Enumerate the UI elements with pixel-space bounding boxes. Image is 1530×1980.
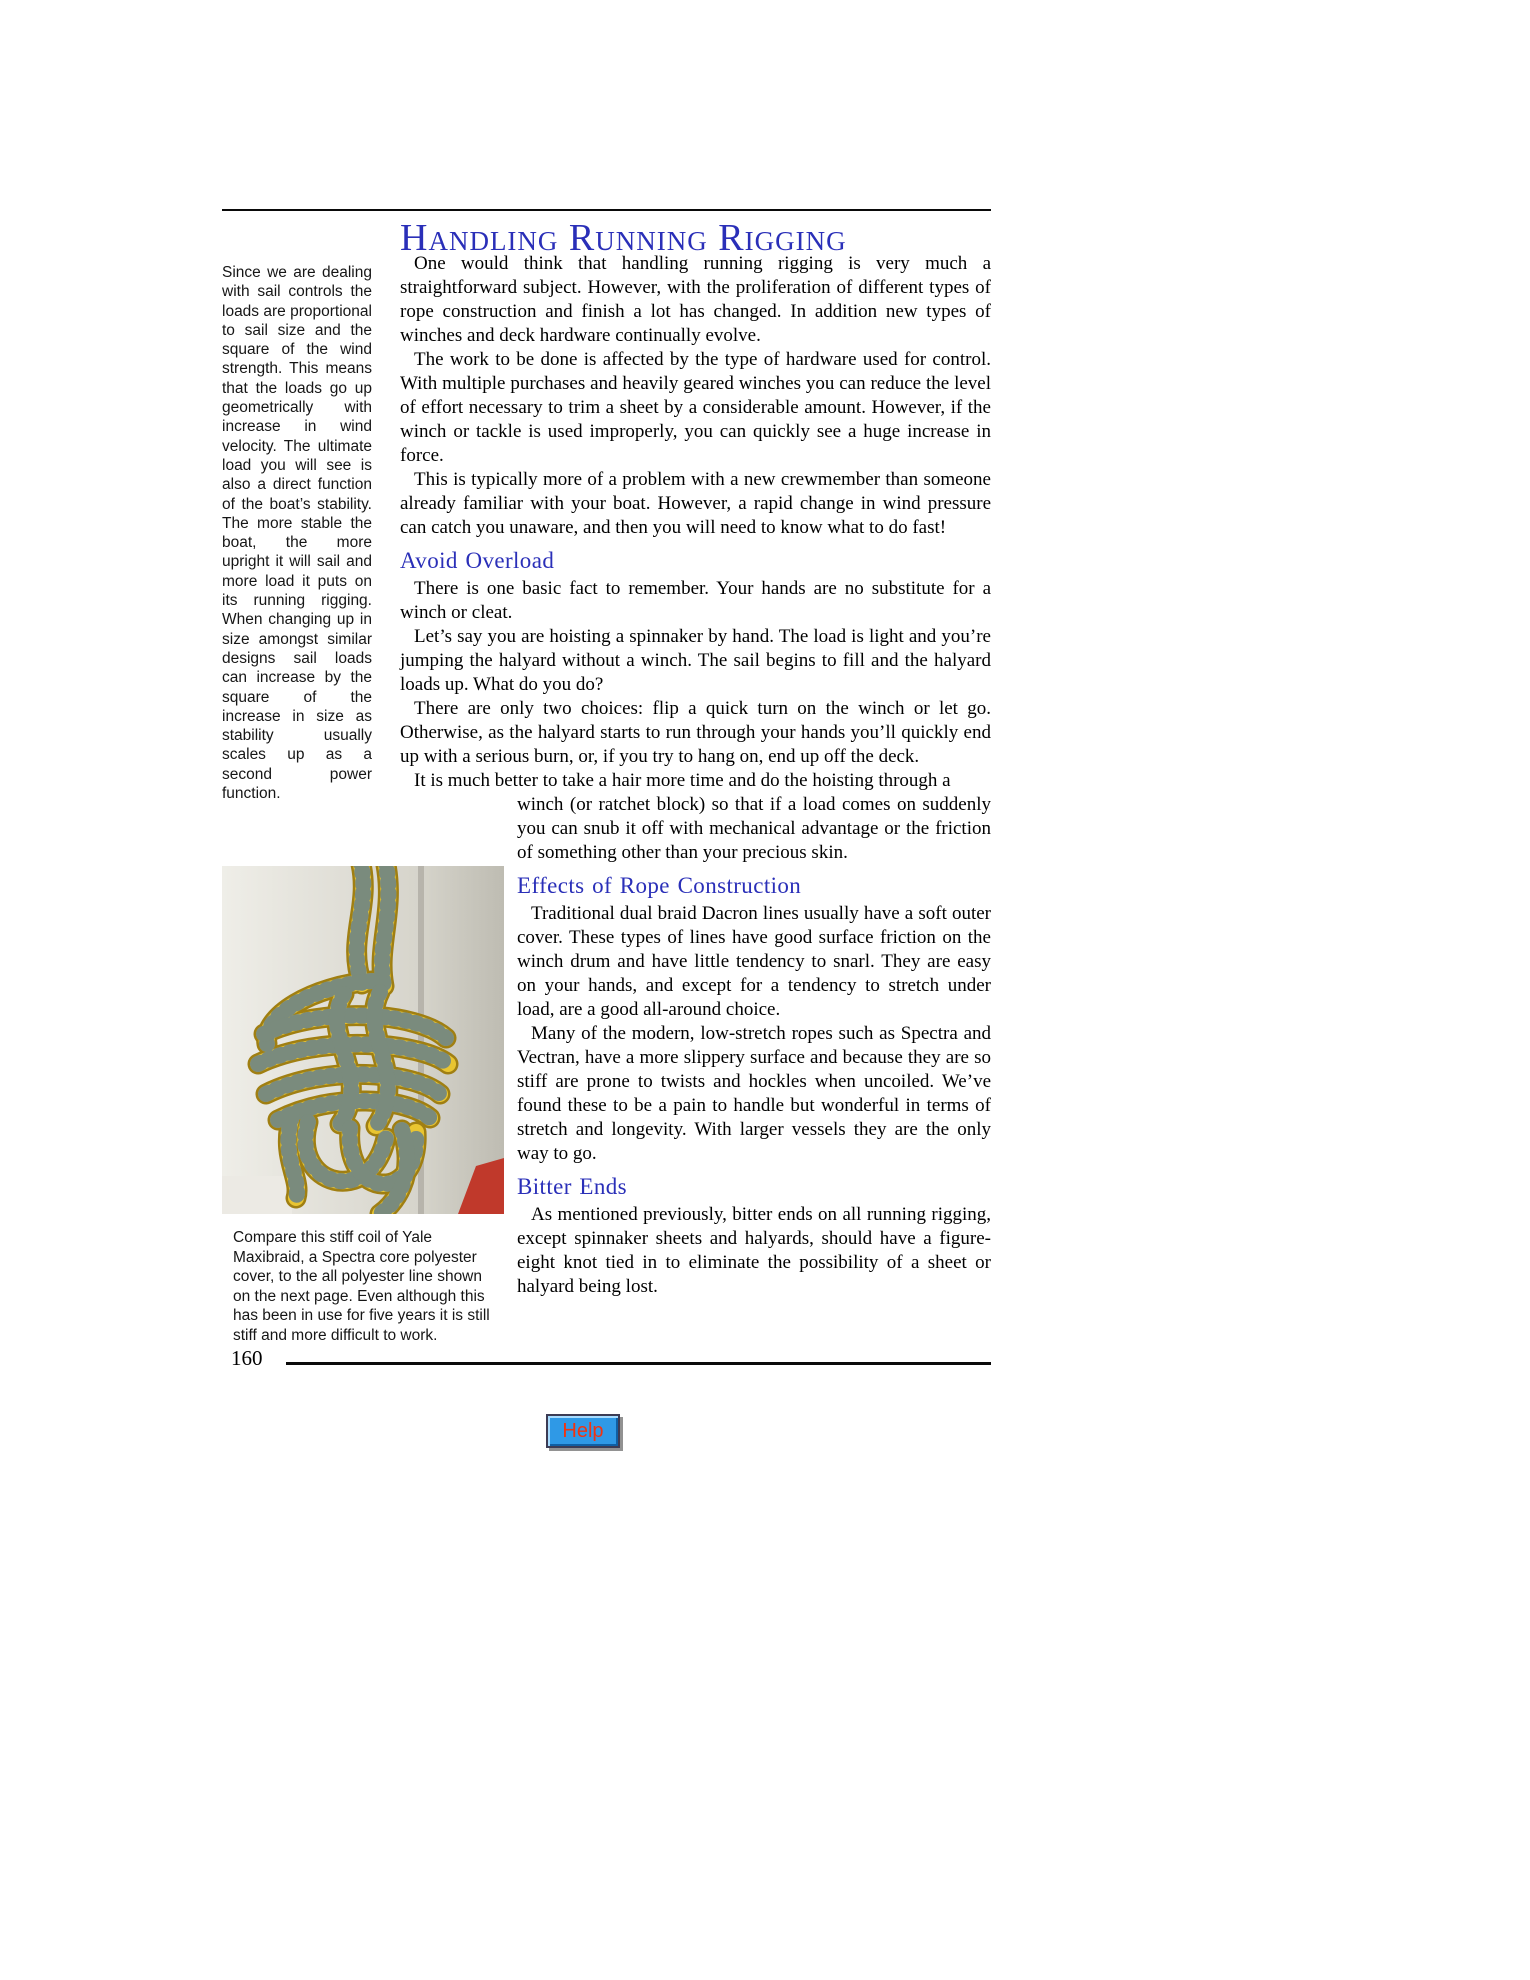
paragraph: Let’s say you are hoisting a spinnaker by hand. The load is light and you’re jumping the halyard without a winch. The sail begins to fill and the halyard loads up. What do you do? [400,626,991,695]
top-rule [222,209,991,211]
section-heading-rope-construction: Effects of Rope Construction [517,873,802,898]
section-heading-avoid-overload: Avoid Overload [400,548,555,573]
paragraph: There is one basic fact to remember. Your hands are no substitute for a winch or cleat. [400,578,991,623]
paragraph: As mentioned previously, bitter ends on all running rigging, except spinnaker sheets and halyards, should have a figure-eight knot tied in to eliminate the possibility of a sheet or halyard being lost. [517,1204,991,1297]
paragraph: Many of the modern, low-stretch ropes such as Spectra and Vectran, have a more slippery surface and because they are so stiff are prone to twists and hockles when uncoiled. We’ve found these to be a pain to handle but wonderful in terms of stretch and longevity. With larger vessels they are the only way to go. [517,1023,991,1164]
figure-caption: Compare this stiff coil of Yale Maxibraid, a Spectra core polyester cover, to the all polyester line shown on the next page. Even although this has been in use for five years it is still stiff and more difficult to work. [233,1229,490,1344]
paragraph: The work to be done is affected by the type of hardware used for control. With multiple purchases and heavily geared winches you can reduce the level of effort necessary to trim a sheet by a considerable amount. However, if the winch or tackle is used improperly, you can quickly see a huge increase in force. [400,349,991,466]
rope-coil-illustration [222,866,504,1214]
page-number: 160 [231,1346,263,1370]
rope-coil-photo [222,866,504,1214]
paragraph: winch (or ratchet block) so that if a load comes on suddenly you can snub it off with mechanical advantage or the friction of something other than your precious skin. [517,794,991,863]
paragraph: Traditional dual braid Dacron lines usually have a soft outer cover. These types of lines have good surface friction on the winch drum and have little tendency to snarl. They are easy on your hands, and except for a tendency to stretch under load, are a good all-around choice. [517,903,991,1020]
page-title: Handling Running Rigging [400,217,847,259]
paragraph: This is typically more of a problem with a new crewmember than someone already familiar with your boat. However, a rapid change in wind pressure can catch you unaware, and then you will need to know what to do fast! [400,469,991,538]
paragraph: There are only two choices: flip a quick turn on the winch or let go. Otherwise, as the halyard starts to run through your hands you’ll quickly end up with a serious burn, or, if you try to hang on, end up off the deck. [400,698,991,767]
section-heading-bitter-ends: Bitter Ends [517,1174,628,1199]
paragraph: One would think that handling running rigging is very much a straightforward subject. However, with the proliferation of different types of rope construction and finish a lot has changed. In addition new types of winches and deck hardware continually evolve. [400,253,991,346]
paragraph: It is much better to take a hair more time and do the hoisting through a [414,770,951,791]
sidebar-note: Since we are dealing with sail controls the loads are proportional to sail size and the square of the wind strength. This means that the loads go up geometrically with increase in wind velocity. The ultimate load you will see is also a direct function of the boat’s stability. The more stable the boat, the more upright it will sail and more load it puts on its running rigging. When changing up in size amongst similar designs sail loads can increase by the square of the increase in size as stability usually scales up as a second power function. [222,264,372,803]
bottom-rule [286,1362,991,1365]
help-button[interactable]: Help [546,1414,620,1448]
